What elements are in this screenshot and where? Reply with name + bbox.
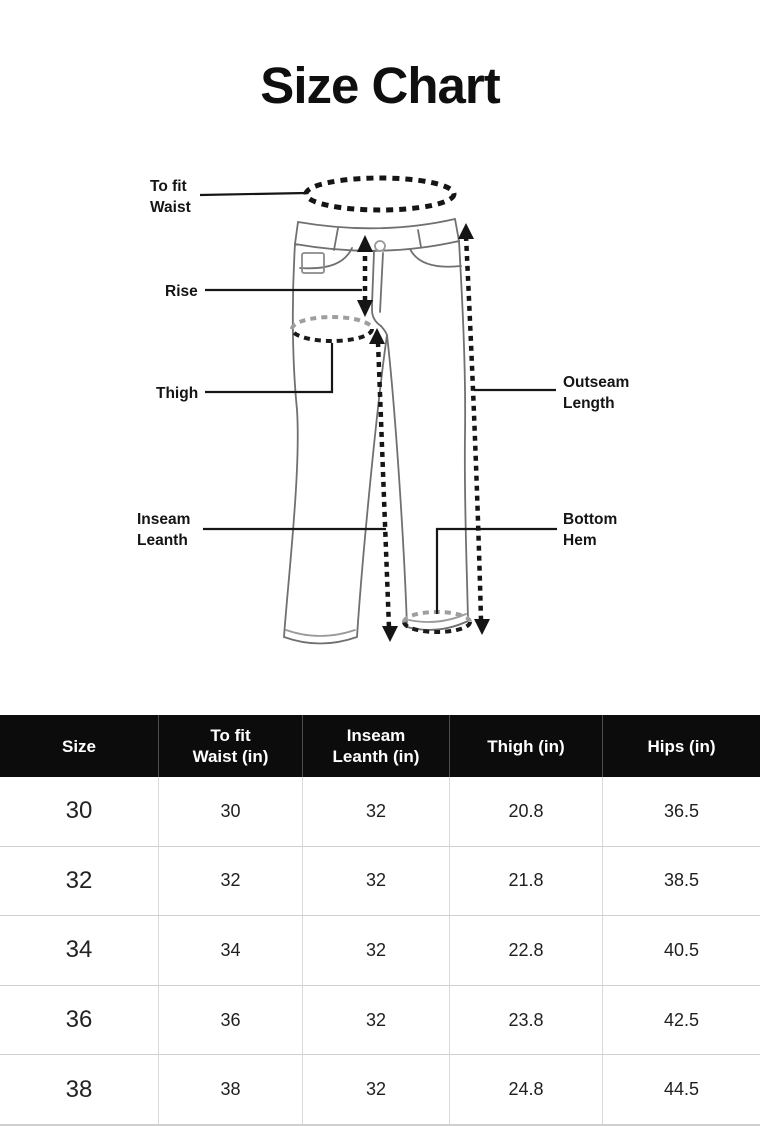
cell-waist: 32 [159,847,303,916]
header-line: To fit [210,726,251,745]
cell-size: 32 [0,847,159,916]
header-thigh [450,715,603,777]
header-inseam-leanth [303,715,450,777]
table-row [0,986,760,1056]
cell-hips: 42.5 [663,1009,700,1030]
cell-thigh: 22.8 [450,916,603,985]
leader-to-fit-waist [200,193,306,195]
cell-inseam: 32 [303,986,450,1055]
page-title: Size Chart [260,57,500,114]
cell-thigh: 20.8 [450,777,603,846]
label-rise [165,281,198,302]
header-line: Waist (in) [192,747,269,766]
cell-inseam: 32 [303,777,450,846]
label-line: Outseam [563,374,630,391]
size-diagram [0,140,760,700]
waist-measure-ellipse [306,178,454,210]
pants-outline [284,219,468,644]
label-line: To fit [150,178,187,195]
cell-size: 34 [0,916,159,985]
label-line: Rise [165,283,198,300]
cell-size: 38 [0,1055,159,1124]
table-row [0,777,760,847]
label-line: Leanth [137,532,188,549]
label-thigh [156,383,198,404]
header-size [0,715,159,777]
table-row [0,1055,760,1126]
cell-waist: 36 [159,986,303,1055]
label-to-fit-waist [150,176,191,218]
header-line: Hips (in) [647,736,716,756]
cell-waist: 30 [159,777,303,846]
cell-waist: 38 [159,1055,303,1124]
header-line: Thigh (in) [487,736,565,756]
label-inseam-leanth [137,509,190,551]
header-line: Size [61,736,97,756]
cell-inseam: 32 [303,1055,450,1124]
cell-hips: 36.5 [663,800,700,821]
size-chart-table [0,715,760,1126]
label-line: Waist [150,199,191,216]
label-line: Length [563,395,615,412]
cell-inseam: 32 [303,916,450,985]
cell-waist: 34 [159,916,303,985]
table-header-row [0,715,760,777]
label-line: Hem [563,532,597,549]
label-bottom-hem [563,509,617,551]
header-line: Leanth (in) [332,747,420,766]
cell-thigh: 21.8 [450,847,603,916]
header-line: Inseam [346,726,406,745]
label-line: Inseam [137,511,191,528]
cell-hips: 44.5 [663,1079,700,1100]
table-row [0,847,760,917]
header-hips [603,715,760,777]
label-line: Thigh [156,385,199,402]
cell-size: 30 [0,777,159,846]
cell-inseam: 32 [303,847,450,916]
table-row [0,916,760,986]
pants-illustration [0,140,760,700]
cell-hips: 40.5 [663,939,700,960]
cell-hips: 38.5 [663,870,700,891]
header-to-fit-waist [159,715,303,777]
cell-thigh: 23.8 [450,986,603,1055]
cell-size: 36 [0,986,159,1055]
label-line: Bottom [563,511,618,528]
cell-thigh: 24.8 [450,1055,603,1124]
label-outseam-length [563,372,629,414]
